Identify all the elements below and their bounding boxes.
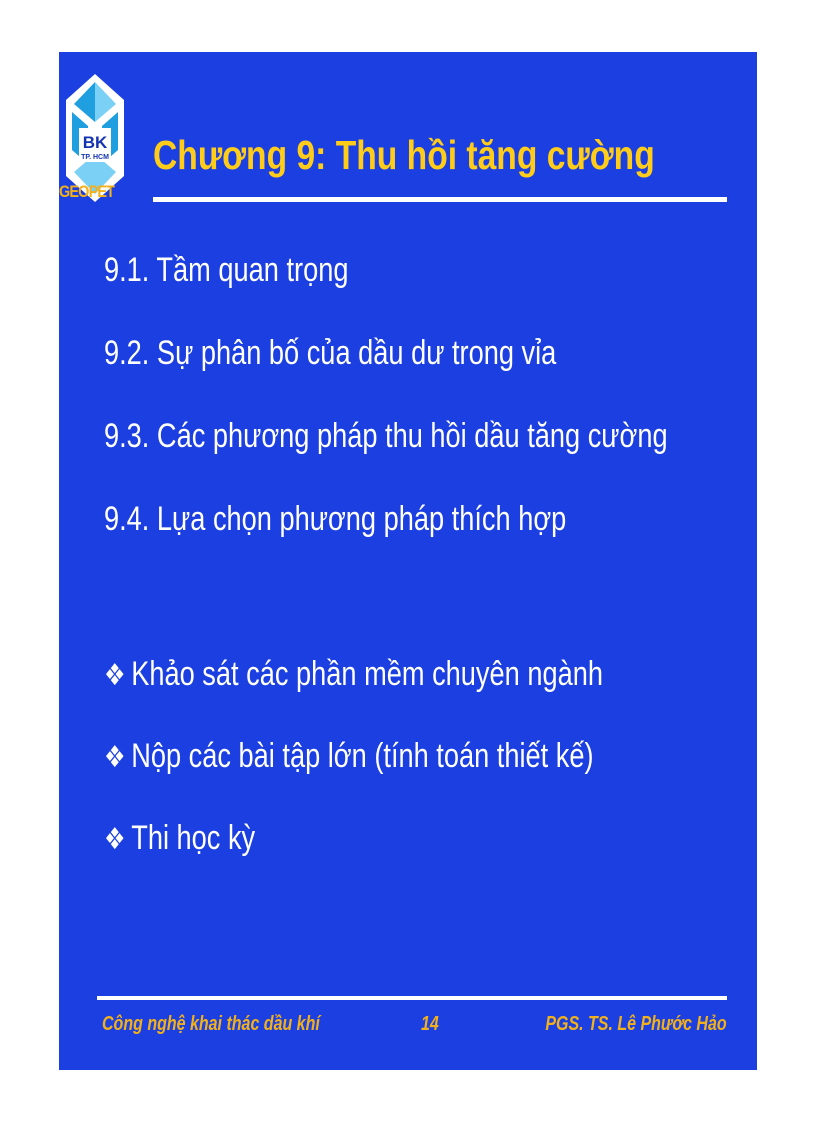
diamond-bullet-icon: ❖ [104,659,126,692]
section-item: 9.2. Sự phân bố của dầu dư trong vỉa [104,334,557,372]
task-item [104,734,603,816]
task-label: Nộp các bài tập lớn (tính toán thiết kế) [131,737,594,775]
diamond-bullet-icon: ❖ [104,823,126,856]
footer-course: Công nghệ khai thác dầu khí [102,1013,320,1035]
title-divider [153,197,727,202]
section-item: 9.1. Tầm quan trọng [104,251,349,289]
section-item: 9.4. Lựa chọn phương pháp thích hợp [104,500,567,538]
task-item [104,652,603,734]
logo-name: GEOPET [59,182,115,201]
task-label: Khảo sát các phần mềm chuyên ngành [131,655,603,693]
slide [59,52,757,1070]
diamond-bullet-icon: ❖ [104,741,126,774]
section-list [104,248,809,580]
task-item [104,816,603,898]
slide-title: Chương 9: Thu hồi tăng cường [153,132,655,178]
section-item: 9.3. Các phương pháp thu hồi dầu tăng cường [104,417,668,455]
task-list [104,652,728,898]
footer-divider [97,996,727,1000]
logo-badge-sub: TP. HCM [81,154,109,161]
footer-author: PGS. TS. Lê Phước Hảo [545,1013,727,1035]
footer-page-number: 14 [421,1013,439,1035]
logo-badge: BK [82,133,108,152]
task-label: Thi học kỳ [131,819,256,857]
